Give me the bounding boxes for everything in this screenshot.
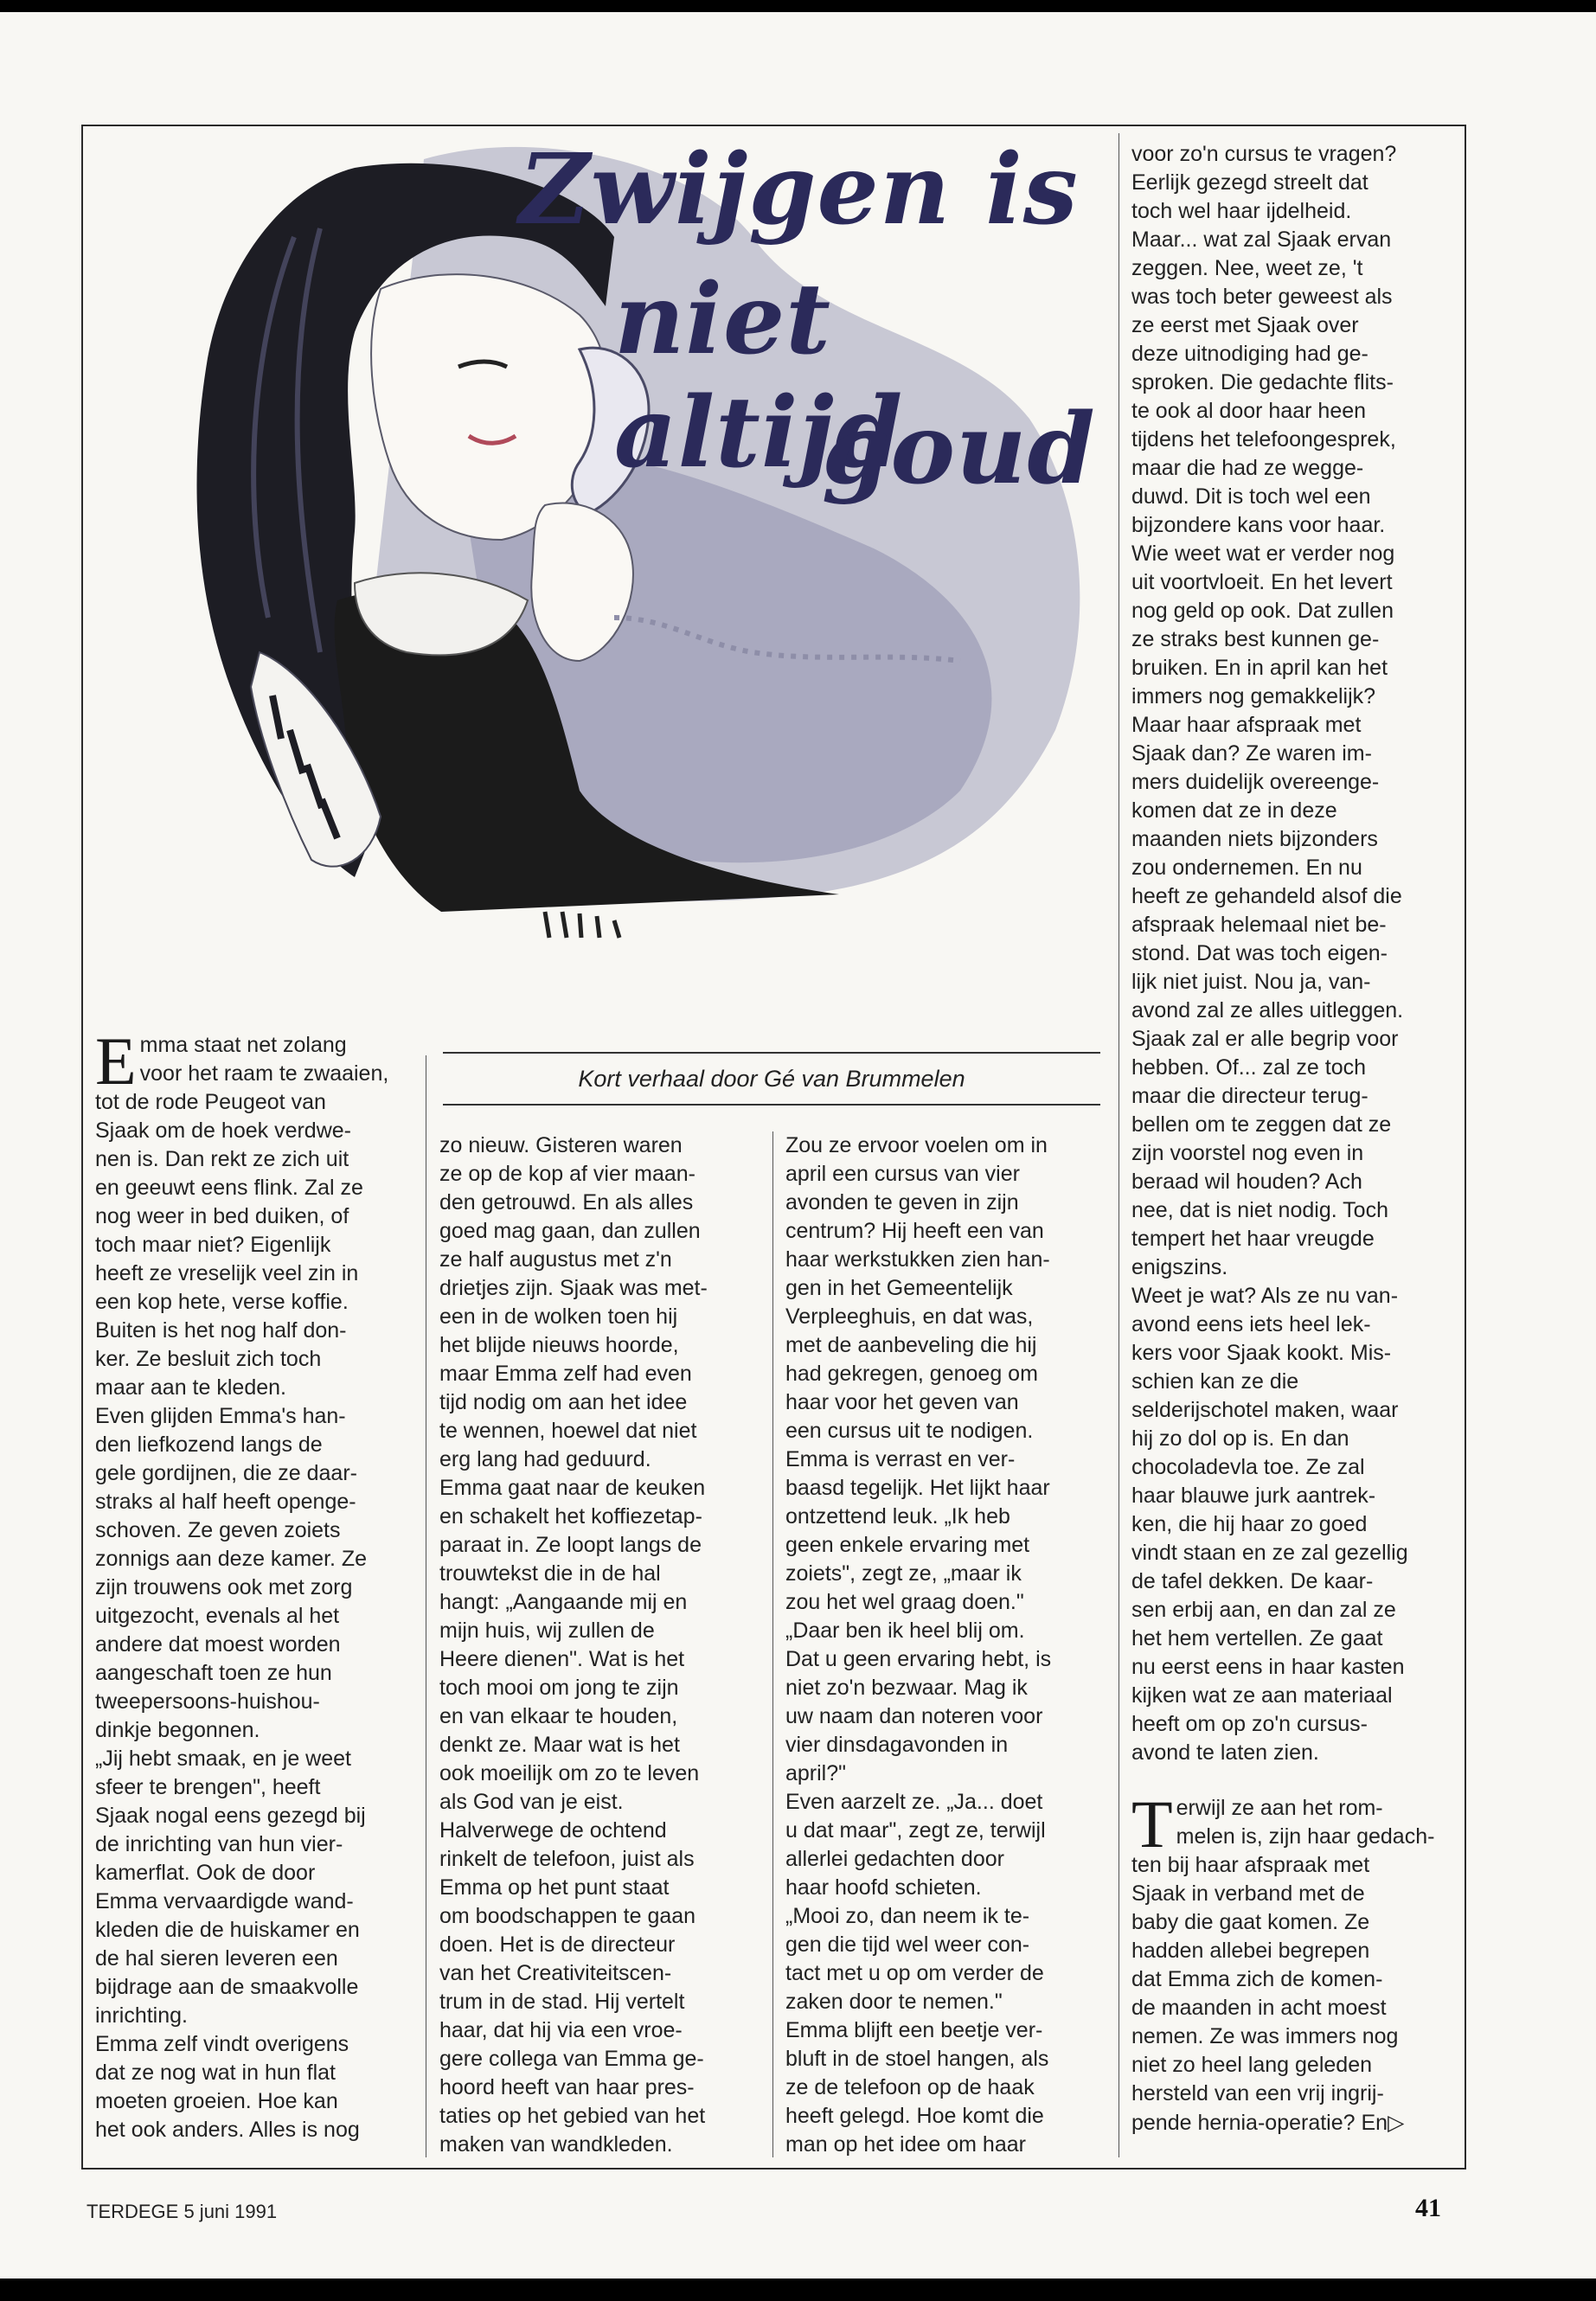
signature-marks xyxy=(545,912,619,938)
page-number: 41 xyxy=(1415,2194,1441,2222)
column-1-body: mma staat net zolang voor het raam te zwaaien, tot de rode Peugeot van Sjaak om de hoek verdwe- nen is. Dan rekt ze zich uit en geeuwt eens flink. Zal ze nog weer in bed duiken, of toch maar niet? Eigenlijk heeft ze vreselijk veel zin in een kop hete, verse koffie. Buiten is het nog half don- ker. Ze besluit zich toch maar aan te kleden. Even glijden Emma's han- den liefkozend langs de gele gordijnen, die ze daar- straks al half heeft openge- schoven. Ze geven zoiets zonnigs aan deze kamer. Ze zijn trouwens ook met zorg uitgezocht, evenals al het andere dat moest worden aangeschaft toen ze hun tweepersoons-huishou- dinkje begonnen. „Jij hebt smaak, en je weet sfeer te brengen", heeft Sjaak nogal eens gezegd bij de inrichting van hun vier- kamerflat. Ook de door Emma vervaardigde wand- kleden die de huiskamer en de hal sieren leveren een bijdrage aan de smaakvolle inrichting. Emma zelf vindt overigens dat ze nog wat in hun flat moeten groeien. Hoe kan het ook anders. Alles is nog xyxy=(95,1033,389,2142)
title-line-3: goud xyxy=(822,393,1096,506)
continue-arrow-icon: ▷ xyxy=(1388,2110,1405,2135)
title-line-2: niet altijd xyxy=(614,263,904,490)
article-title xyxy=(484,133,1142,531)
byline-text: Kort verhaal door Gé van Brummelen xyxy=(578,1065,965,1092)
text-column-2: zo nieuw. Gisteren waren ze op de kop af vier maan- den getrouwd. En als alles goed mag gaan, dan zullen ze half augustus met z'n drietjes zijn. Sjaak was met- een in de wolken toen hij het blijde nieuws hoorde, maar Emma zelf had even tijd nodig om aan het idee te wennen, hoewel dat niet erg lang had geduurd. Emma gaat naar de keuken en schakelt het koffiezetap- paraat in. Ze loopt langs de trouwtekst die in de hal hangt: „Aangaande mij en mijn huis, wij zullen de Heere dienen". Wat is het toch mooi om jong te zijn en van elkaar te houden, denkt ze. Maar wat is het ook moeilijk om zo te leven als God van je eist. Halverwege de ochtend rinkelt de telefoon, juist als Emma op het punt staat om boodschappen te gaan doen. Het is de directeur van het Creativiteitscen- trum in de stad. Hij vertelt haar, dat hij via een vroe- gere collega van Emma ge- hoord heeft van haar pres- taties op het gebied van het maken van wandkleden. xyxy=(439,1133,708,2157)
column-4-body: erwijl ze aan het rom- melen is, zijn haar gedach- ten bij haar afspraak met Sjaak in verband met de baby die gaat komen. Ze hadden allebei begrepen dat Emma zich de komen- de maanden in acht moest nemen. Ze was immers nog niet zo heel lang geleden hersteld van een vrij ingrij- pende hernia-operatie? En xyxy=(1131,1796,1435,2135)
magazine-page xyxy=(0,12,1596,2279)
text-column-4-top: voor zo'n cursus te vragen? Eerlijk gezegd streelt dat toch wel haar ijdelheid. Maar... wat zal Sjaak ervan zeggen. Nee, weet ze, 't was toch beter geweest als ze eerst met Sjaak over deze uitnodiging had ge- sproken. Die gedachte flits- te ook al door haar heen tijdens het telefoongesprek, maar die had ze wegge- duwd. Dit is toch wel een bijzondere kans voor haar. Wie weet wat er verder nog uit voortvloeit. En het levert nog geld op ook. Dat zullen ze straks best kunnen ge- bruiken. En in april kan het immers nog gemakkelijk? Maar haar afspraak met Sjaak dan? Ze waren im- mers duidelijk overeenge- komen dat ze in deze maanden niets bijzonders zou ondernemen. En nu heeft ze gehandeld alsof die afspraak helemaal niet be- stond. Dat was toch eigen- lijk niet juist. Nou ja, van- avond zal ze alles uitleggen. Sjaak zal er alle begrip voor hebben. Of... zal ze toch maar die directeur terug- bellen om te zeggen dat ze zijn voorstel nog even in beraad wil houden? Ach nee, dat is niet nodig. Toch tempert het haar vreugde enigszins. Weet je wat? Als ze nu van- avond eens iets heel lek- kers voor Sjaak kookt. Mis- schien kan ze die selderijschotel maken, waar hij zo dol op is. En dan chocoladevla toe. Ze zal haar blauwe jurk aantrek- ken, die hij haar zo goed vindt staan en ze zal gezellig de tafel dekken. De kaar- sen erbij aan, en dan zal ze het hem vertellen. Ze gaat nu eerst eens in haar kasten kijken wat ze aan materiaal heeft om op zo'n cursus- avond te laten zien. xyxy=(1131,142,1408,1765)
text-column-4-bottom xyxy=(1131,1786,1460,2138)
text-column-3: Zou ze ervoor voelen om in april een cursus van vier avonden te geven in zijn centrum? Hij heeft een van haar werkstukken zien han- gen in het Gemeentelijk Verpleeghuis, en dat was, met de aanbeveling die hij had gekregen, genoeg om haar voor het geven van een cursus uit te nodigen. Emma is verrast en ver- baasd tegelijk. Het lijkt haar ontzettend leuk. „Ik heb geen enkele ervaring met zoiets", zegt ze, „maar ik zou het wel graag doen." „Daar ben ik heel blij om. Dat u geen ervaring hebt, is niet zo'n bezwaar. Mag ik uw naam dan noteren voor vier dinsdagavonden in april?" Even aarzelt ze. „Ja... doet u dat maar", zegt ze, terwijl allerlei gedachten door haar hoofd schieten. „Mooi zo, dan neem ik te- gen die tijd wel weer con- tact met u op om verder de zaken door te nemen." Emma blijft een beetje ver- bluft in de stoel hangen, als ze de telefoon op de haak heeft gelegd. Hoe komt die man op het idee om haar xyxy=(785,1133,1052,2157)
title-line-1: Zwijgen is xyxy=(519,133,1079,247)
drop-cap: E xyxy=(95,1023,137,1099)
byline xyxy=(443,1052,1100,1106)
column-divider xyxy=(772,1131,773,2157)
drop-cap: T xyxy=(1131,1786,1173,1862)
text-column-1 xyxy=(95,1023,415,2144)
column-divider xyxy=(1118,133,1119,2157)
publication-info: TERDEGE 5 juni 1991 xyxy=(87,2201,278,2222)
